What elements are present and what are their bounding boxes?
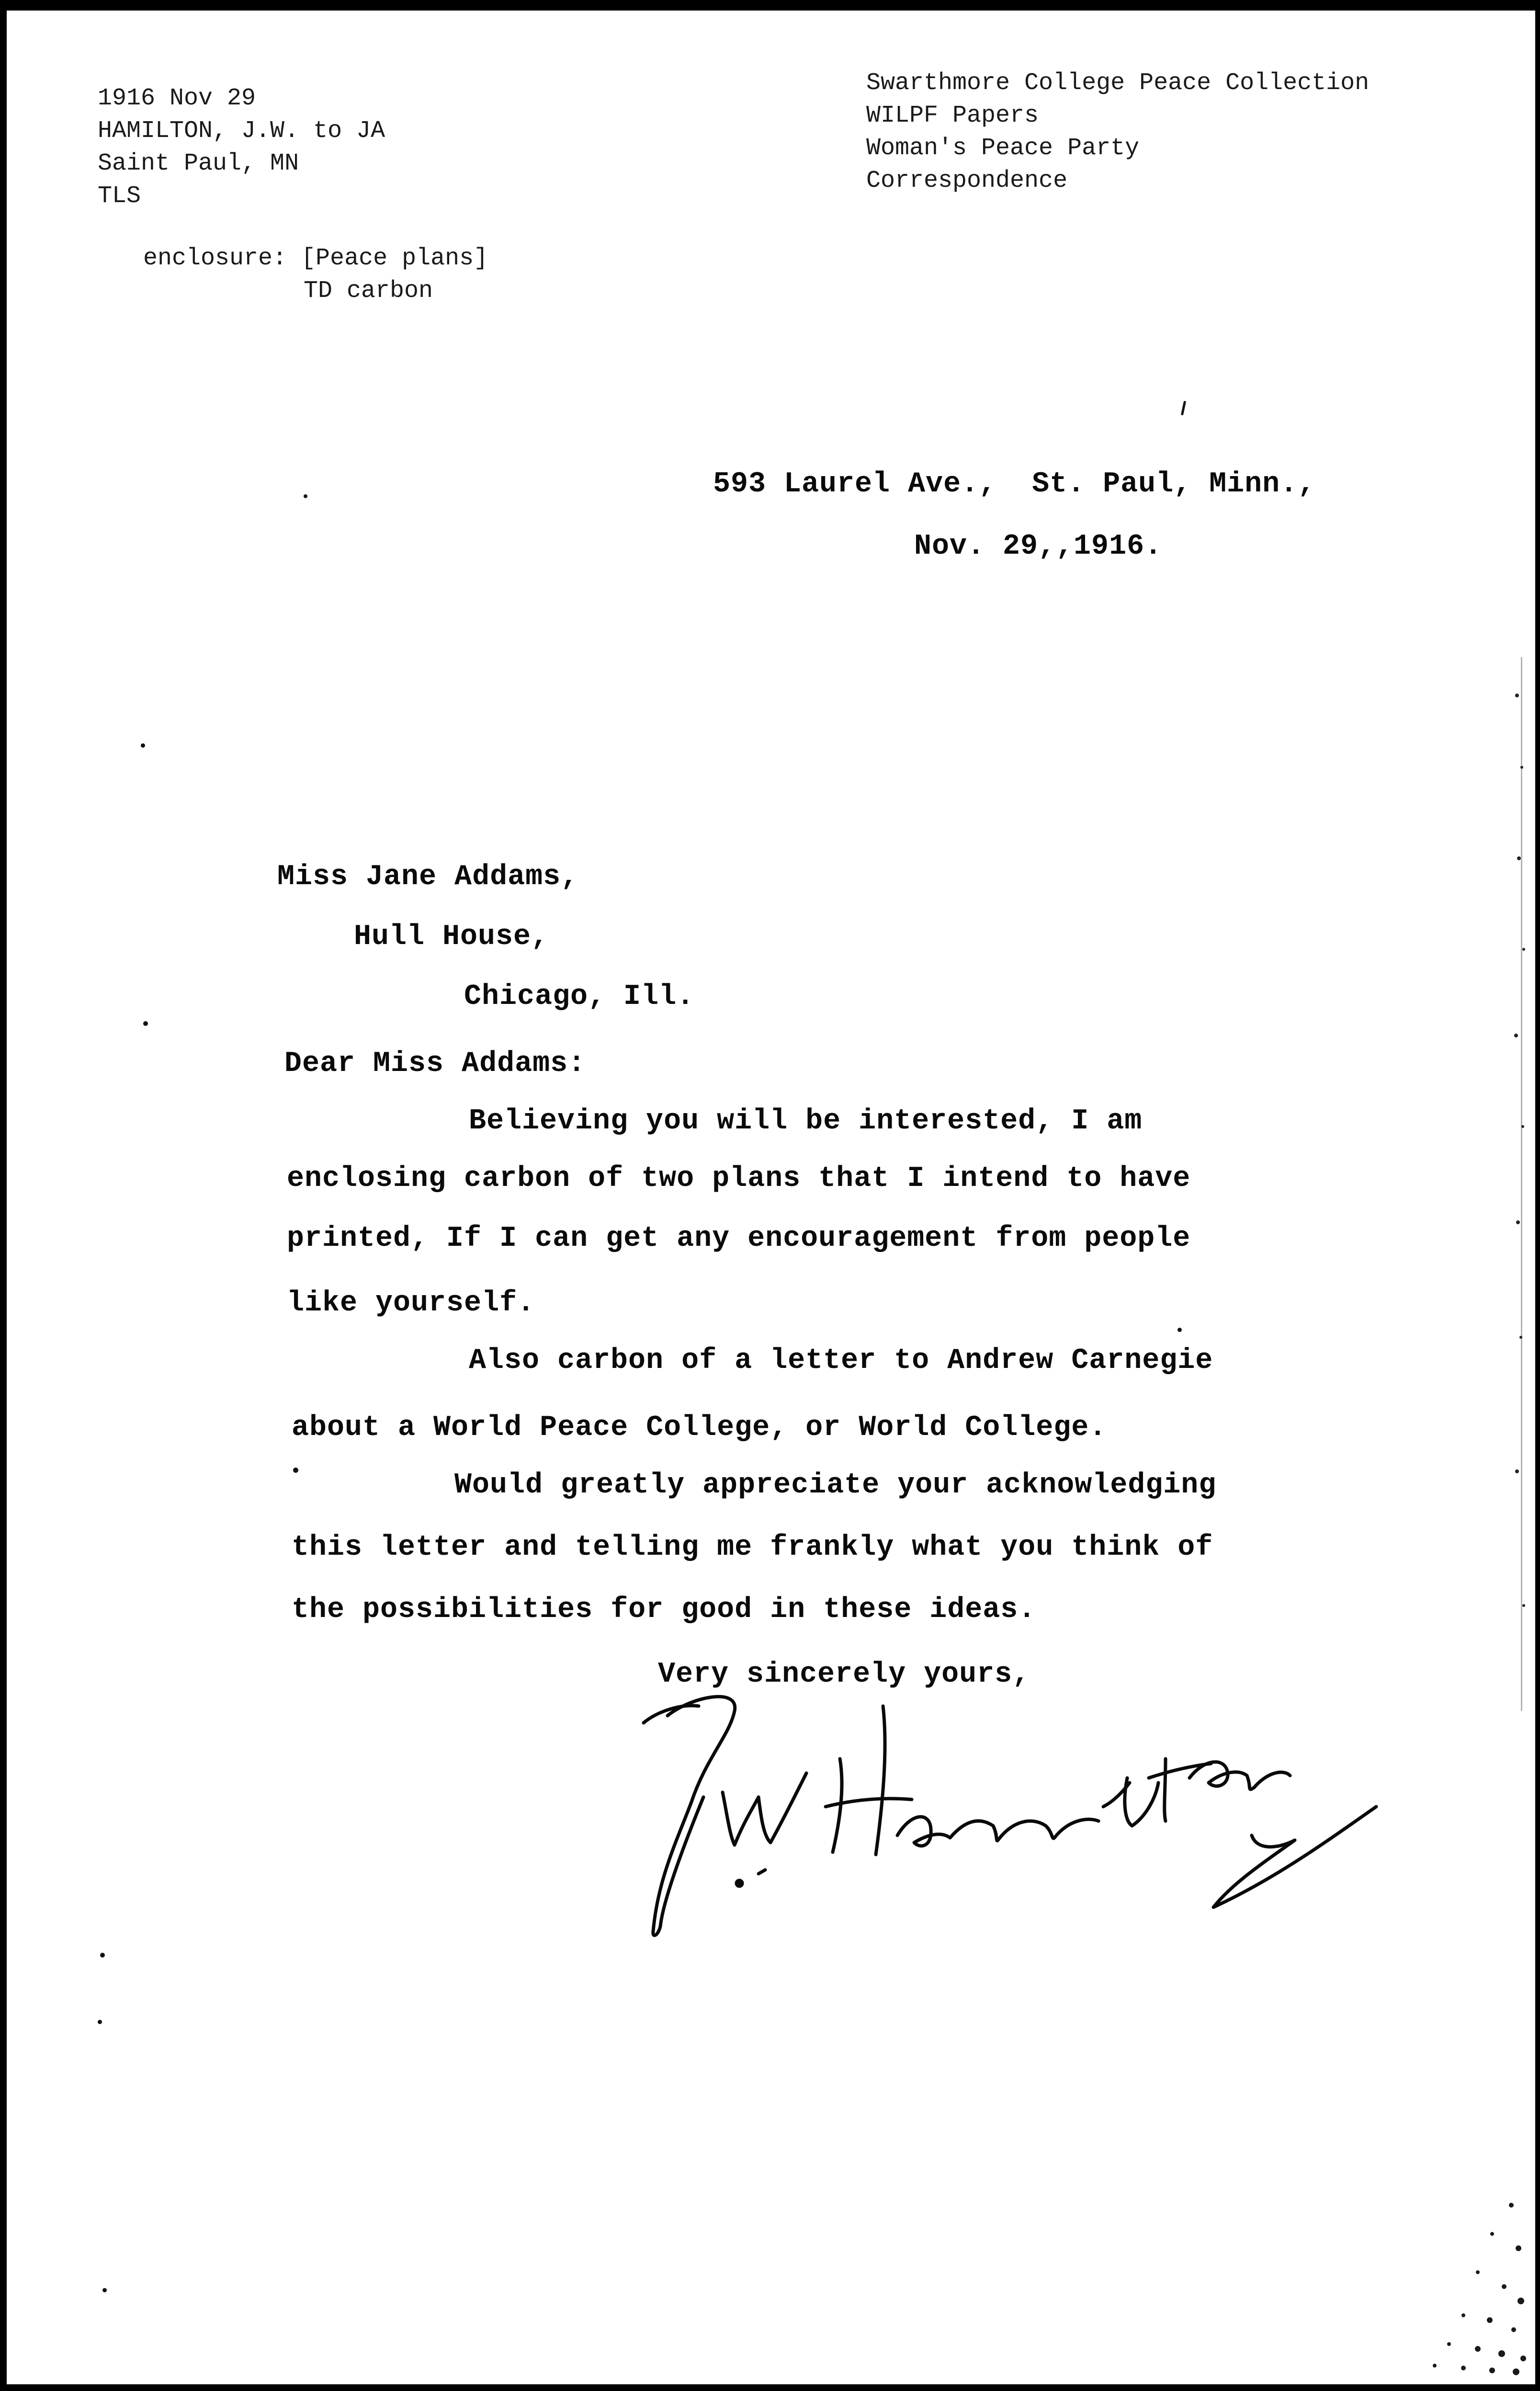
body-line: printed, If I can get any encouragement from people — [287, 1222, 1191, 1255]
scan-speck — [100, 1953, 105, 1958]
collection-series: Woman's Peace Party — [866, 135, 1140, 162]
body-line: like yourself. — [287, 1287, 535, 1320]
collection-subseries: Correspondence — [866, 167, 1068, 194]
scan-speck — [1181, 401, 1186, 415]
closing: Very sincerely yours, — [658, 1658, 1030, 1691]
enclosure-line-1: enclosure: [Peace plans] — [143, 245, 488, 272]
scan-speck — [98, 2020, 102, 2024]
scan-speck — [102, 2288, 107, 2292]
handwritten-signature — [615, 1677, 1391, 1946]
body-line: about a World Peace College, or World College. — [292, 1412, 1107, 1444]
recipient-organization: Hull House, — [354, 921, 549, 953]
scan-speck — [293, 1468, 298, 1473]
scan-speck — [143, 1021, 148, 1026]
catalog-place: Saint Paul, MN — [98, 150, 299, 177]
scan-speck — [1178, 1328, 1182, 1332]
salutation: Dear Miss Addams: — [284, 1047, 586, 1080]
recipient-city: Chicago, Ill. — [464, 980, 695, 1013]
catalog-correspondents: HAMILTON, J.W. to JA — [98, 117, 385, 145]
body-line: this letter and telling me frankly what you think of — [292, 1531, 1213, 1564]
catalog-date: 1916 Nov 29 — [98, 85, 256, 112]
enclosure-note — [143, 242, 488, 307]
body-line: enclosing carbon of two plans that I intend to have — [287, 1162, 1191, 1195]
catalog-metadata — [98, 82, 385, 213]
scan-speck — [141, 743, 145, 748]
catalog-format: TLS — [98, 182, 141, 210]
enclosure-line-2: TD carbon — [304, 277, 433, 305]
body-line: Believing you will be interested, I am — [469, 1105, 1143, 1138]
body-line: Also carbon of a letter to Andrew Carnegie — [469, 1344, 1213, 1377]
collection-metadata — [866, 67, 1369, 197]
scan-speck — [304, 494, 307, 498]
collection-repository: Swarthmore College Peace Collection — [866, 69, 1370, 97]
sender-address: 593 Laurel Ave., St. Paul, Minn., — [713, 468, 1316, 501]
corner-scan-noise — [1406, 2176, 1530, 2378]
collection-papers: WILPF Papers — [866, 102, 1039, 129]
recipient-name: Miss Jane Addams, — [277, 861, 579, 893]
edge-scan-noise — [1511, 657, 1530, 1711]
body-line: the possibilities for good in these ideas. — [292, 1594, 1036, 1626]
letter-date: Nov. 29,,1916. — [914, 530, 1163, 563]
body-line: Would greatly appreciate your acknowledging — [454, 1469, 1217, 1502]
